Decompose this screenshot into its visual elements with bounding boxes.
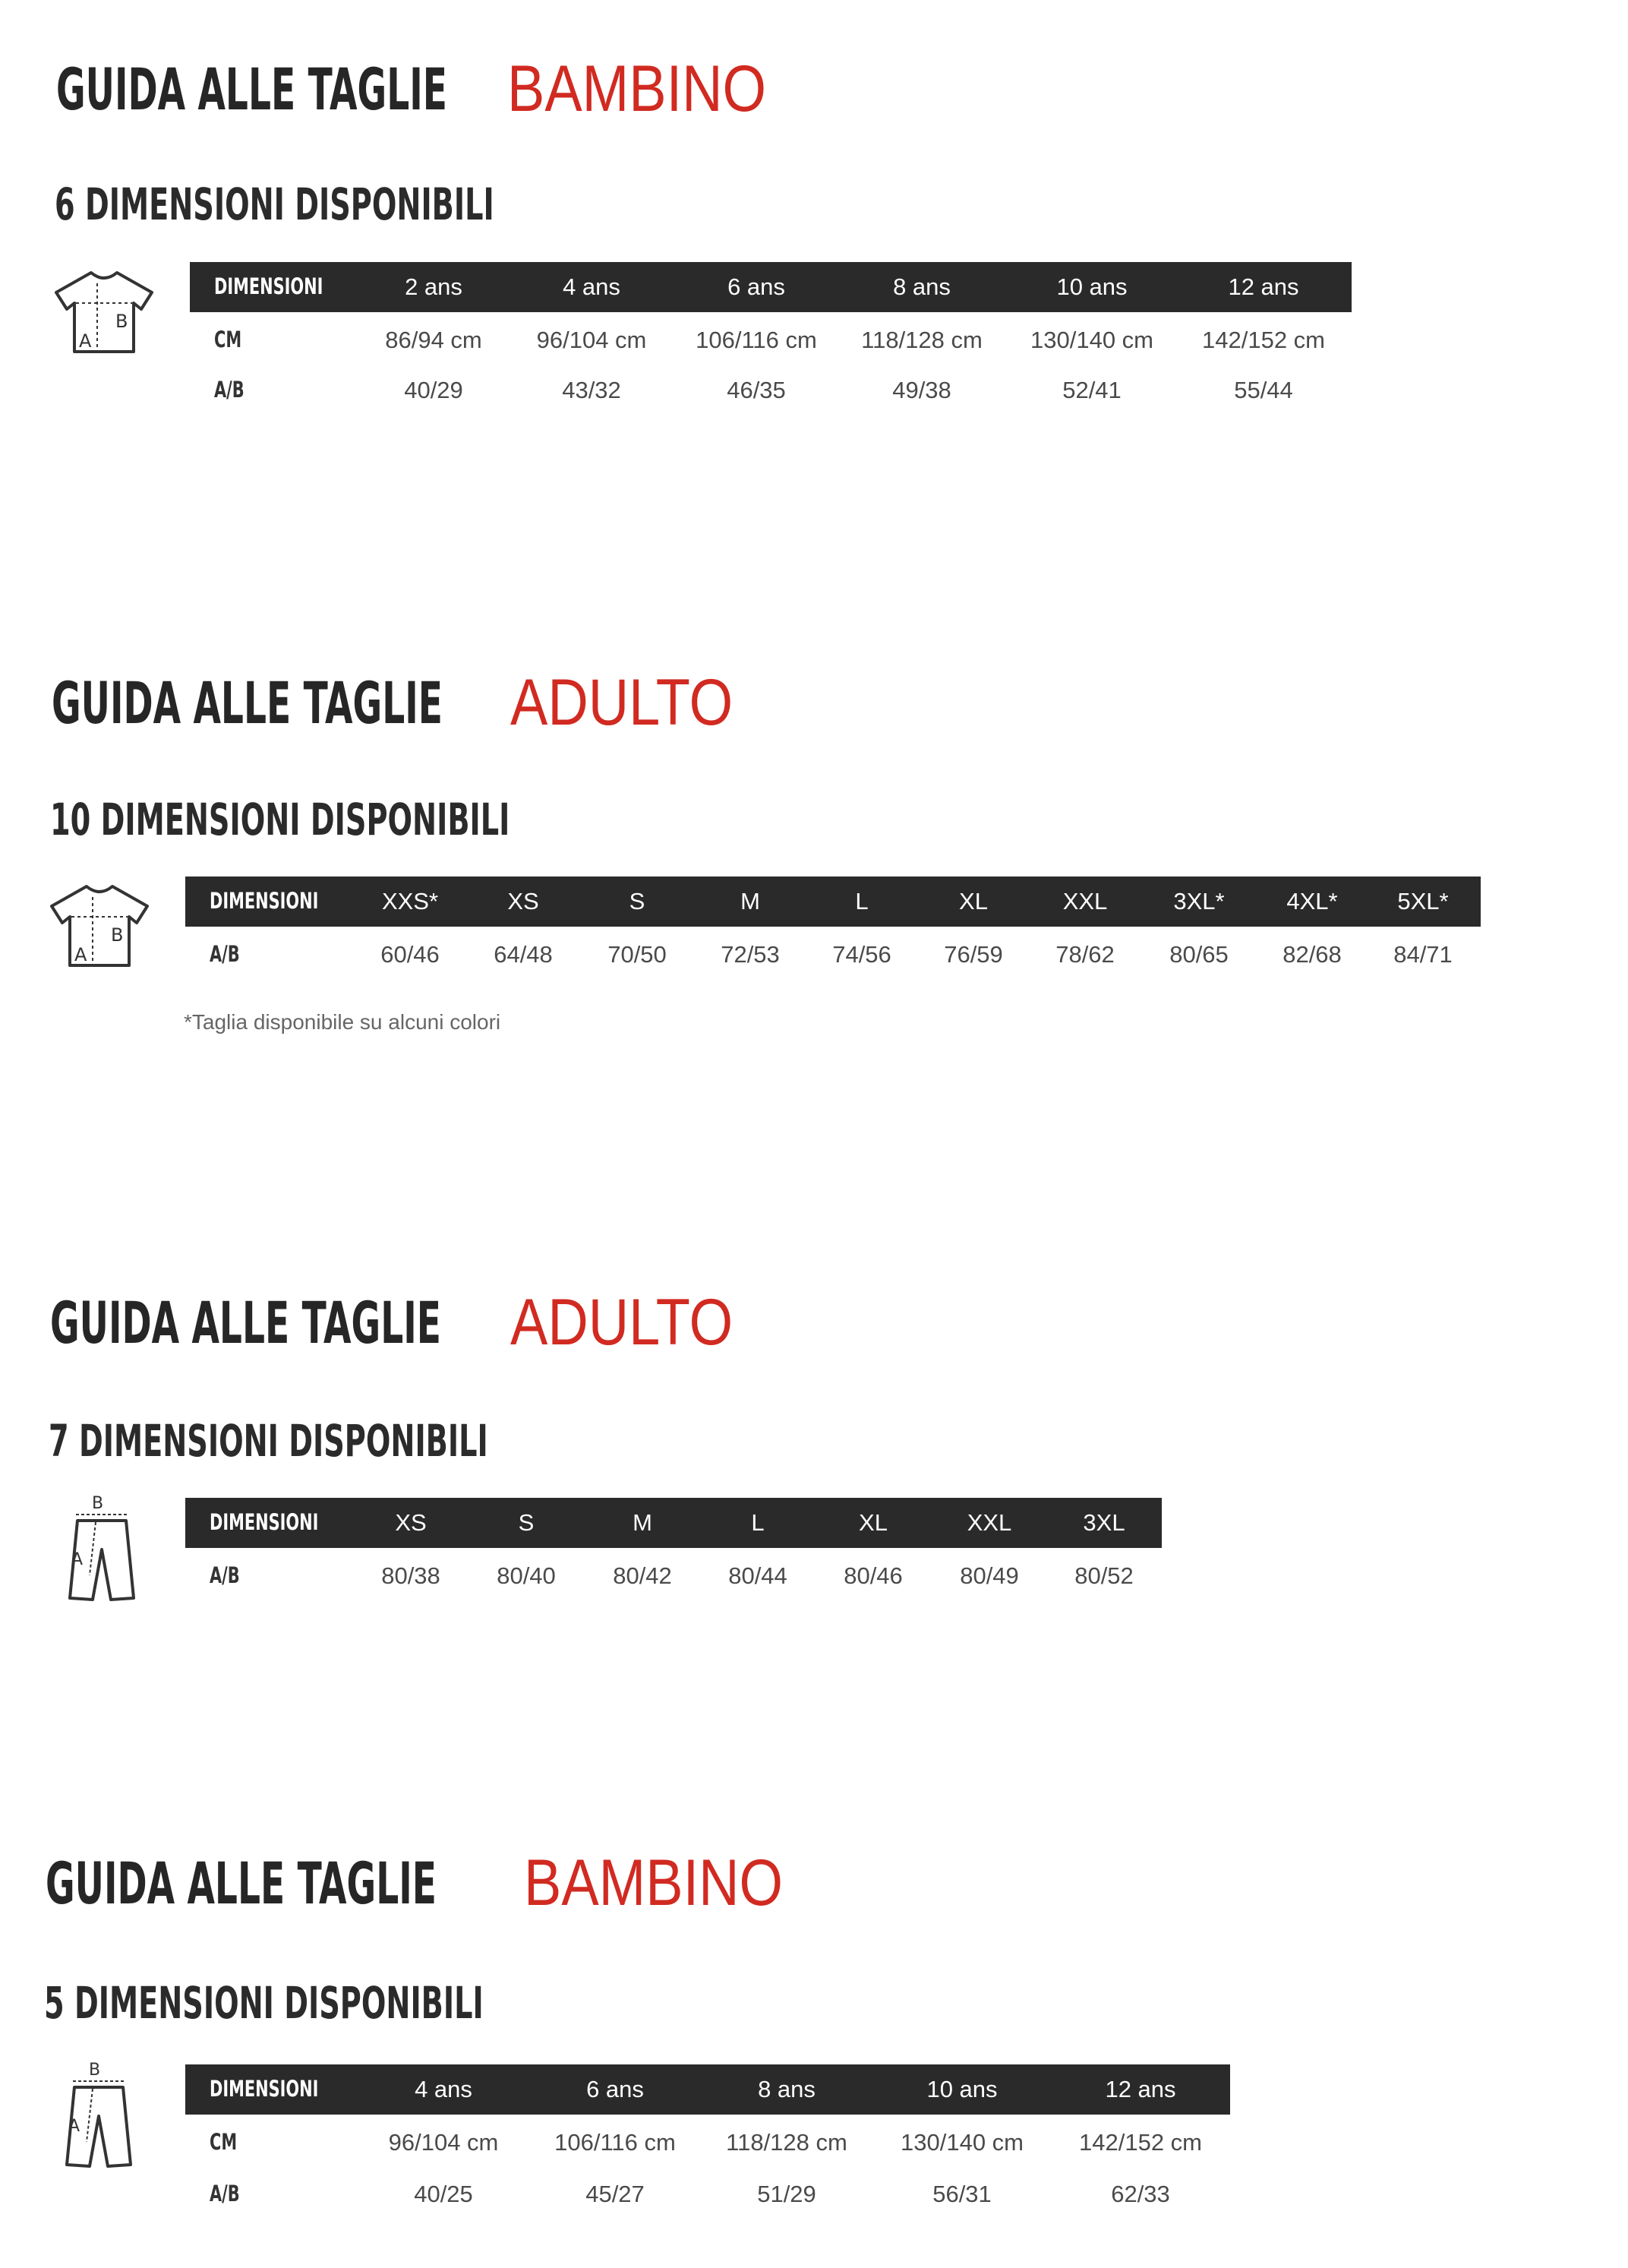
guide-title: GUIDA ALLE TAGLIE: [46, 1849, 437, 1917]
sizes-available-heading: 5 DIMENSIONI DISPONIBILI: [44, 1977, 484, 2029]
size-column-header: 3XL: [1083, 1509, 1125, 1536]
table-cell: 84/71: [1393, 941, 1453, 968]
table-cell: 130/140 cm: [901, 2129, 1024, 2156]
size-column-header: 4 ans: [415, 2076, 472, 2102]
icon-label-b: B: [89, 2061, 101, 2080]
table-cell: 43/32: [562, 377, 621, 403]
size-column-header: 5XL*: [1397, 888, 1449, 914]
table-cell: 118/128 cm: [861, 327, 983, 353]
table-cell: 80/52: [1074, 1562, 1134, 1589]
size-column-header: XXL: [967, 1509, 1012, 1536]
table-cell: 80/49: [960, 1562, 1019, 1589]
table-cell: 45/27: [585, 2181, 645, 2207]
guide-category: BAMBINO: [507, 52, 767, 125]
size-column-header: XXL: [1062, 888, 1108, 914]
size-column-header: 10 ans: [926, 2076, 998, 2102]
table-cell: 142/152 cm: [1202, 327, 1325, 353]
sizes-available-heading: 6 DIMENSIONI DISPONIBILI: [55, 178, 494, 230]
shorts-icon: [61, 2058, 137, 2172]
size-column-header: M: [633, 1509, 652, 1536]
table-cell: 96/104 cm: [388, 2129, 499, 2156]
icon-label-b: B: [92, 1494, 104, 1513]
size-column-header: S: [518, 1509, 535, 1536]
guide-category: ADULTO: [510, 666, 734, 739]
size-column-header: XL: [859, 1509, 888, 1536]
size-column-header: XXS*: [381, 888, 439, 914]
table-header-label: DIMENSIONI: [210, 888, 319, 914]
table-cell: 82/68: [1283, 941, 1342, 968]
table-header-bar: [185, 2064, 1230, 2115]
table-cell: 76/59: [944, 941, 1003, 968]
sizes-available-heading: 7 DIMENSIONI DISPONIBILI: [49, 1415, 488, 1467]
table-cell: 40/25: [414, 2181, 473, 2207]
table-header-label: DIMENSIONI: [210, 2076, 319, 2102]
table-cell: 80/42: [613, 1562, 672, 1589]
guide-category: ADULTO: [510, 1286, 734, 1359]
size-column-header: L: [855, 888, 869, 914]
size-column-header: 4 ans: [563, 273, 620, 300]
table-header-label: DIMENSIONI: [210, 1509, 319, 1535]
icon-label-b: B: [115, 311, 128, 332]
table-cell: 130/140 cm: [1030, 327, 1153, 353]
table-cell: 106/116 cm: [554, 2129, 676, 2156]
availability-footnote: *Taglia disponibile su alcuni colori: [184, 1010, 501, 1034]
table-cell: 106/116 cm: [696, 327, 817, 353]
table-cell: 46/35: [727, 377, 786, 403]
size-column-header: 6 ans: [586, 2076, 644, 2102]
icon-label-a: A: [74, 944, 87, 965]
table-cell: 80/65: [1169, 941, 1229, 968]
size-column-header: 6 ans: [727, 273, 785, 300]
table-cell: 80/46: [844, 1562, 903, 1589]
table-cell: 56/31: [932, 2181, 992, 2207]
table-cell: 49/38: [892, 377, 951, 403]
icon-label-a: A: [71, 1550, 84, 1569]
icon-label-a: A: [68, 2117, 80, 2136]
size-column-header: 3XL*: [1173, 888, 1225, 914]
table-cell: 40/29: [404, 377, 463, 403]
icon-label-b: B: [111, 924, 124, 946]
guide-category: BAMBINO: [524, 1846, 784, 1919]
size-column-header: XS: [395, 1509, 427, 1536]
table-cell: 72/53: [721, 941, 780, 968]
table-cell: 51/29: [757, 2181, 816, 2207]
row-label: A/B: [210, 2181, 240, 2206]
icon-label-a: A: [79, 330, 92, 352]
table-cell: 60/46: [380, 941, 440, 968]
size-column-header: 4XL*: [1286, 888, 1338, 914]
table-cell: 74/56: [832, 941, 891, 968]
size-column-header: 8 ans: [758, 2076, 816, 2102]
row-label: A/B: [210, 941, 240, 967]
table-cell: 64/48: [494, 941, 553, 968]
guide-title: GUIDA ALLE TAGLIE: [50, 1289, 441, 1357]
table-cell: 70/50: [607, 941, 667, 968]
table-header-label: DIMENSIONI: [214, 273, 323, 299]
size-column-header: 2 ans: [405, 273, 462, 300]
table-cell: 62/33: [1111, 2181, 1170, 2207]
size-column-header: 12 ans: [1228, 273, 1299, 300]
table-cell: 86/94 cm: [385, 327, 482, 353]
guide-title: GUIDA ALLE TAGLIE: [52, 669, 443, 737]
table-cell: 80/44: [728, 1562, 787, 1589]
table-cell: 118/128 cm: [726, 2129, 847, 2156]
size-column-header: S: [629, 888, 645, 914]
size-column-header: 8 ans: [893, 273, 951, 300]
size-column-header: XS: [507, 888, 539, 914]
table-cell: 52/41: [1062, 377, 1122, 403]
table-cell: 78/62: [1055, 941, 1115, 968]
table-cell: 80/40: [497, 1562, 556, 1589]
row-label: A/B: [214, 377, 245, 403]
size-column-header: L: [751, 1509, 765, 1536]
table-cell: 96/104 cm: [536, 327, 647, 353]
row-label: A/B: [210, 1562, 240, 1588]
size-column-header: 10 ans: [1056, 273, 1128, 300]
sizes-available-heading: 10 DIMENSIONI DISPONIBILI: [50, 794, 510, 845]
table-cell: 80/38: [381, 1562, 440, 1589]
table-cell: 55/44: [1234, 377, 1293, 403]
row-label: CM: [214, 327, 242, 352]
size-column-header: M: [740, 888, 760, 914]
size-column-header: XL: [959, 888, 988, 914]
guide-title: GUIDA ALLE TAGLIE: [56, 55, 447, 123]
row-label: CM: [210, 2129, 238, 2155]
table-cell: 142/152 cm: [1079, 2129, 1202, 2156]
size-column-header: 12 ans: [1105, 2076, 1176, 2102]
